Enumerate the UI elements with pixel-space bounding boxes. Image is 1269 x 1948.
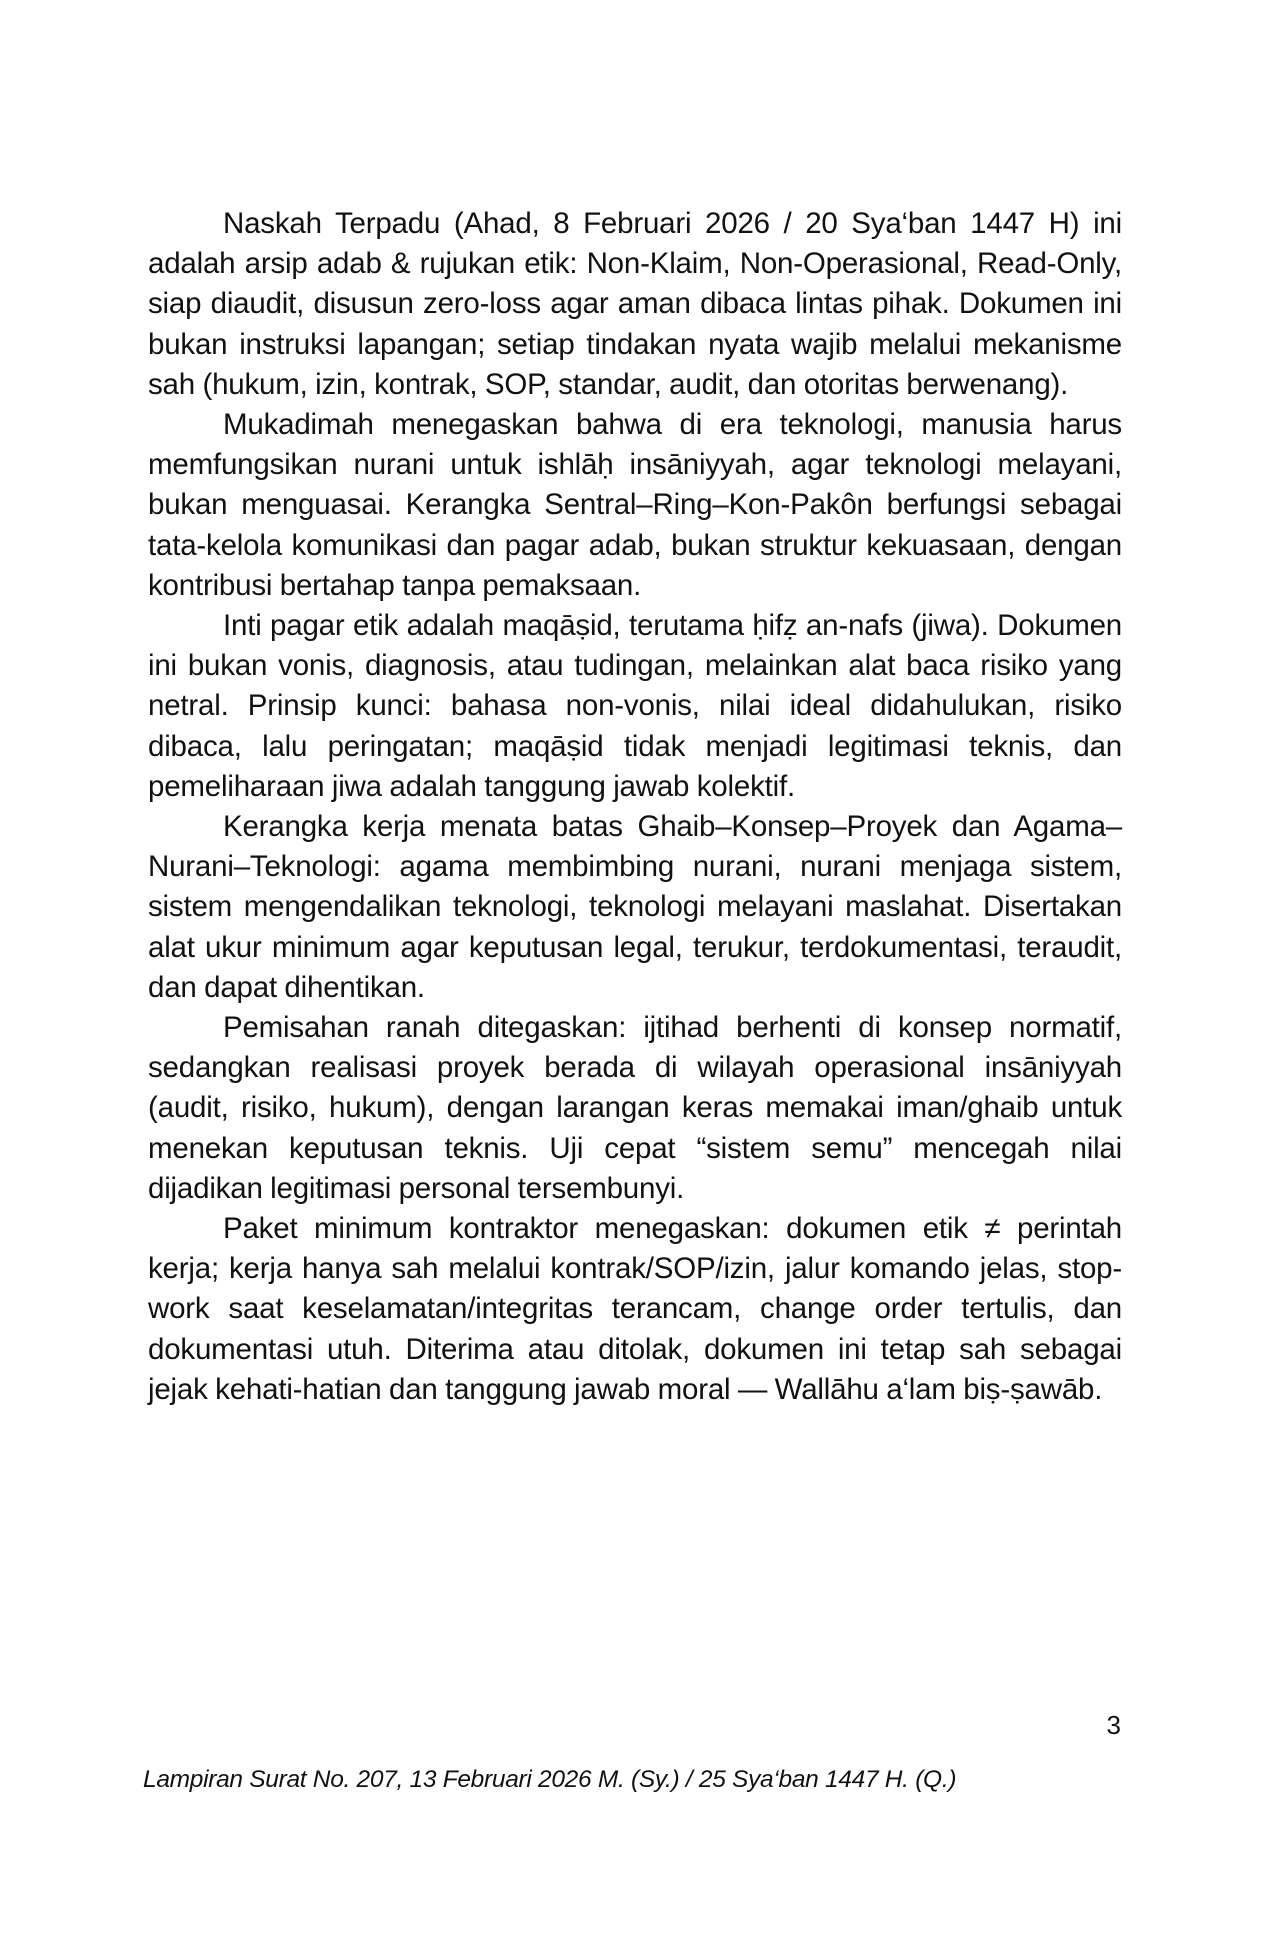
page-footer: Lampiran Surat No. 207, 13 Februari 2026 M. (Sy.) / 25 Sya‘ban 1447 H. (Q.)	[143, 1766, 957, 1793]
paragraph-opening: Naskah Terpadu (Ahad, 8 Februari 2026 / 20 Sya‘ban 1447 H) ini adalah arsip adab & rujukan etik: Non-Klaim, Non-Operasional, Read-Only, siap diaudit, disusun zero-loss agar aman dibaca lintas pihak. Dokumen ini bukan instruksi lapangan; setiap tindakan nyata wajib melalui mekanisme sah (hukum, izin, kontrak, SOP, standar, audit, dan otoritas berwenang).	[148, 207, 1122, 401]
paragraph-mukadimah: Mukadimah menegaskan bahwa di era teknologi, manusia harus memfungsikan nurani untuk ishlāḥ insāniyyah, agar teknologi melayani, bukan menguasai. Kerangka Sentral–Ring–Kon-Pakôn berfungsi sebagai tata-kelola komunikasi dan pagar adab, bukan struktur kekuasaan, dengan kontribusi bertahap tanpa pemaksaan.	[148, 408, 1122, 602]
paragraph-domain-separation: Pemisahan ranah ditegaskan: ijtihad berhenti di konsep normatif, sedangkan realisasi proyek berada di wilayah operasional insāniyyah (audit, risiko, hukum), dengan larangan keras memakai iman/ghaib untuk menekan keputusan teknis. Uji cepat “sistem semu” mencegah nilai dijadikan legitimasi personal tersembunyi.	[148, 1011, 1122, 1205]
page-number: 3	[1106, 1710, 1121, 1740]
body-text	[148, 204, 1122, 1410]
paragraph-framework: Kerangka kerja menata batas Ghaib–Konsep–Proyek dan Agama–Nurani–Teknologi: agama membimbing nurani, nurani menjaga sistem, sistem mengendalikan teknologi, teknologi melayani maslahat. Disertakan alat ukur minimum agar keputusan legal, terukur, terdokumentasi, teraudit, dan dapat dihentikan.	[148, 810, 1122, 1004]
paragraph-ethics-core: Inti pagar etik adalah maqāṣid, terutama ḥifẓ an-nafs (jiwa). Dokumen ini bukan vonis, diagnosis, atau tudingan, melainkan alat baca risiko yang netral. Prinsip kunci: bahasa non-vonis, nilai ideal didahulukan, risiko dibaca, lalu peringatan; maqāṣid tidak menjadi legitimasi teknis, dan pemeliharaan jiwa adalah tanggung jawab kolektif.	[148, 609, 1122, 803]
paragraph-contractor-package: Paket minimum kontraktor menegaskan: dokumen etik ≠ perintah kerja; kerja hanya sah melalui kontrak/SOP/izin, jalur komando jelas, stop-work saat keselamatan/integritas terancam, change order tertulis, dan dokumentasi utuh. Diterima atau ditolak, dokumen ini tetap sah sebagai jejak kehati-hatian dan tanggung jawab moral — Wallāhu a‘lam biṣ-ṣawāb.	[148, 1212, 1122, 1406]
